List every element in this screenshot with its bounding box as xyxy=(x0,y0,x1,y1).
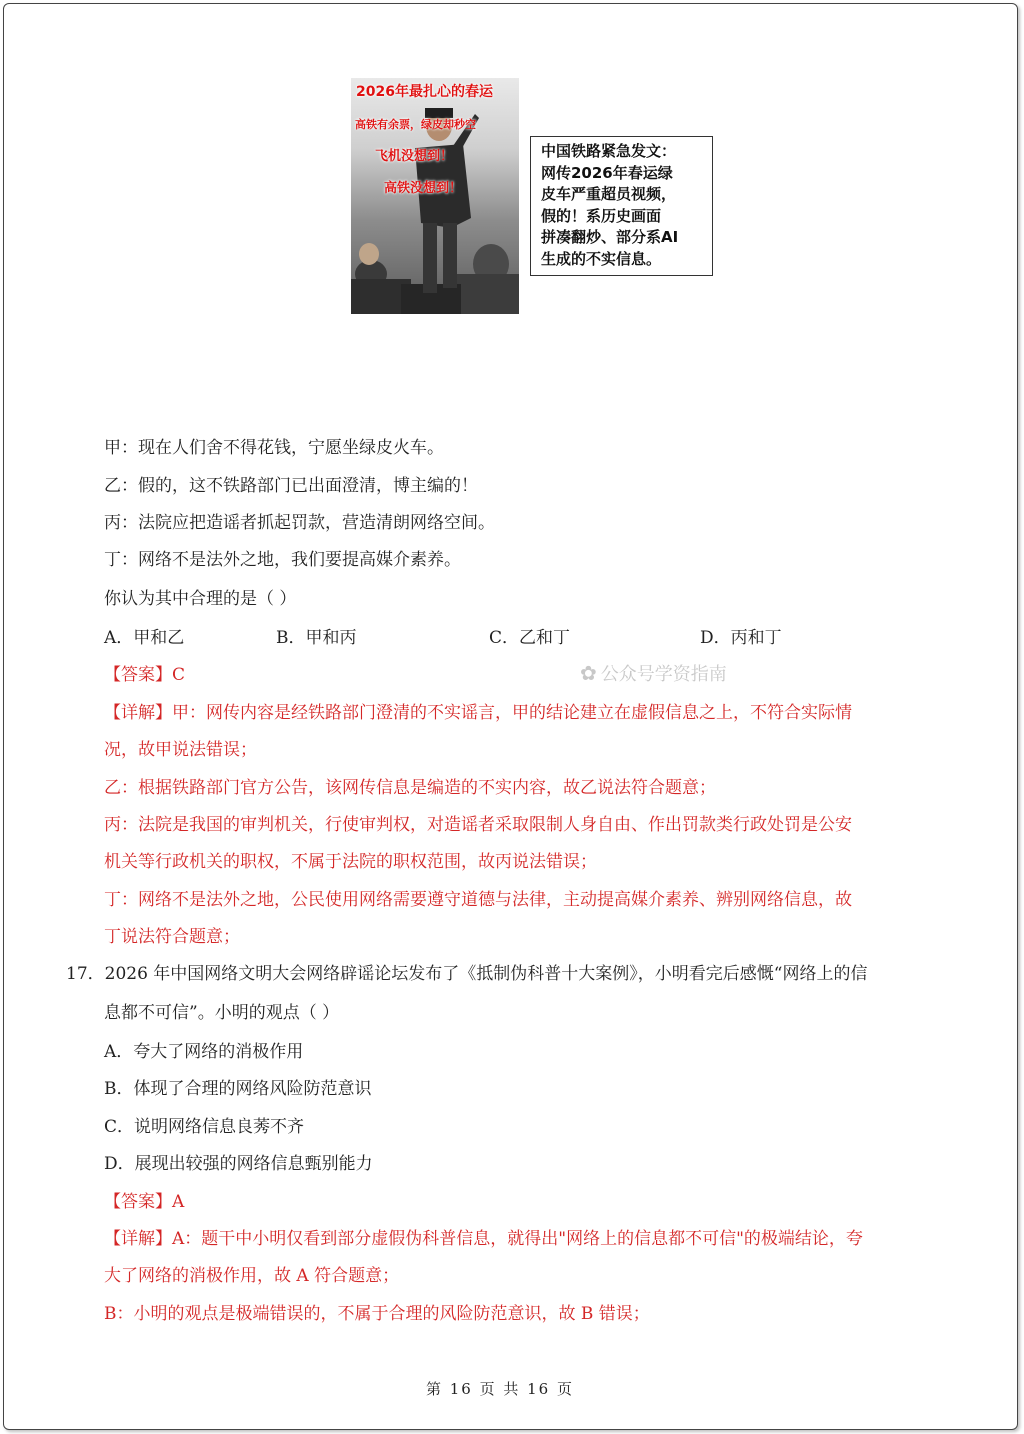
q17-option-c: C．说明网络信息良莠不齐 xyxy=(104,1117,305,1137)
notice-line: 拼凑翻炒、部分系AI xyxy=(541,228,679,246)
watermark xyxy=(580,660,727,686)
q16-explanation-line: 机关等行政机关的职权，不属于法院的职权范围，故丙说法错误； xyxy=(104,852,597,872)
q16-option-b: B．甲和丙 xyxy=(276,628,357,648)
railway-notice-box xyxy=(530,136,713,276)
q17-option-d: D．展现出较强的网络信息甄别能力 xyxy=(104,1154,373,1174)
q16-explanation-line: 丙：法院是我国的审判机关，行使审判权，对造谣者采取限制人身自由、作出罚款类行政处罚是公安 xyxy=(104,815,852,835)
news-photo xyxy=(351,78,519,314)
q17-explanation-line: B：小明的观点是极端错误的，不属于合理的风险防范意识，故 B 错误； xyxy=(104,1304,650,1324)
statement-jia: 甲：现在人们舍不得花钱，宁愿坐绿皮火车。 xyxy=(104,438,444,458)
watermark-text: 公众号学资指南 xyxy=(600,664,727,685)
statement-bing: 丙：法院应把造谣者抓起罚款，营造清朗网络空间。 xyxy=(104,513,495,533)
wechat-icon: ✿ xyxy=(580,661,597,685)
notice-line: 中国铁路紧急发文： xyxy=(541,142,677,160)
q17-explanation-line: 大了网络的消极作用，故 A 符合题意； xyxy=(104,1266,400,1286)
q16-option-a: A．甲和乙 xyxy=(104,628,185,648)
q17-answer: 【答案】A xyxy=(104,1192,185,1212)
q16-answer: 【答案】C xyxy=(104,665,186,685)
photo-caption-3: 高铁没想到！ xyxy=(384,181,463,196)
photo-caption-1: 高铁有余票，绿皮却秒空 xyxy=(355,118,476,131)
statement-yi: 乙：假的，这不铁路部门已出面澄清，博主编的！ xyxy=(104,476,478,496)
q16-option-c: C．乙和丁 xyxy=(489,628,571,648)
q16-explanation-line: 丁说法符合题意； xyxy=(104,927,240,947)
notice-line: 皮车严重超员视频， xyxy=(541,185,677,203)
notice-line: 生成的不实信息。 xyxy=(541,249,662,268)
q17-option-b: B．体现了合理的网络风险防范意识 xyxy=(104,1079,372,1099)
notice-line: 假的！系历史画面 xyxy=(541,206,662,225)
question-prompt: 你认为其中合理的是（ ） xyxy=(104,589,297,609)
notice-line: 网传2026年春运绿 xyxy=(541,163,673,182)
q17-explanation-line: 【详解】A：题干中小明仅看到部分虚假伪科普信息，就得出"网络上的信息都不可信"的极端结论，夸 xyxy=(104,1229,863,1249)
q16-explanation-line: 丁：网络不是法外之地，公民使用网络需要遵守道德与法律，主动提高媒介素养、辨别网络信息，故 xyxy=(104,890,852,910)
photo-caption-2: 飞机没想到！ xyxy=(375,149,454,164)
q17-option-a: A．夸大了网络的消极作用 xyxy=(104,1042,304,1062)
q17-stem: 息都不可信”。小明的观点（ ） xyxy=(104,1003,340,1023)
page-number: 第 16 页 共 16 页 xyxy=(425,1380,574,1398)
q16-explanation-line: 【详解】甲：网传内容是经铁路部门澄清的不实谣言，甲的结论建立在虚假信息之上，不符合实际情 xyxy=(104,703,852,723)
statement-ding: 丁：网络不是法外之地，我们要提高媒介素养。 xyxy=(104,550,461,570)
photo-headline: 2026年最扎心的春运 xyxy=(356,84,493,100)
q17-stem: 17．2026 年中国网络文明大会网络辟谣论坛发布了《抵制伪科普十大案例》，小明看完后感慨“网络上的信 xyxy=(66,964,868,984)
q16-explanation-line: 乙：根据铁路部门官方公告，该网传信息是编造的不实内容，故乙说法符合题意； xyxy=(104,778,716,798)
q16-explanation-line: 况，故甲说法错误； xyxy=(104,740,257,760)
q16-option-d: D．丙和丁 xyxy=(700,628,782,648)
